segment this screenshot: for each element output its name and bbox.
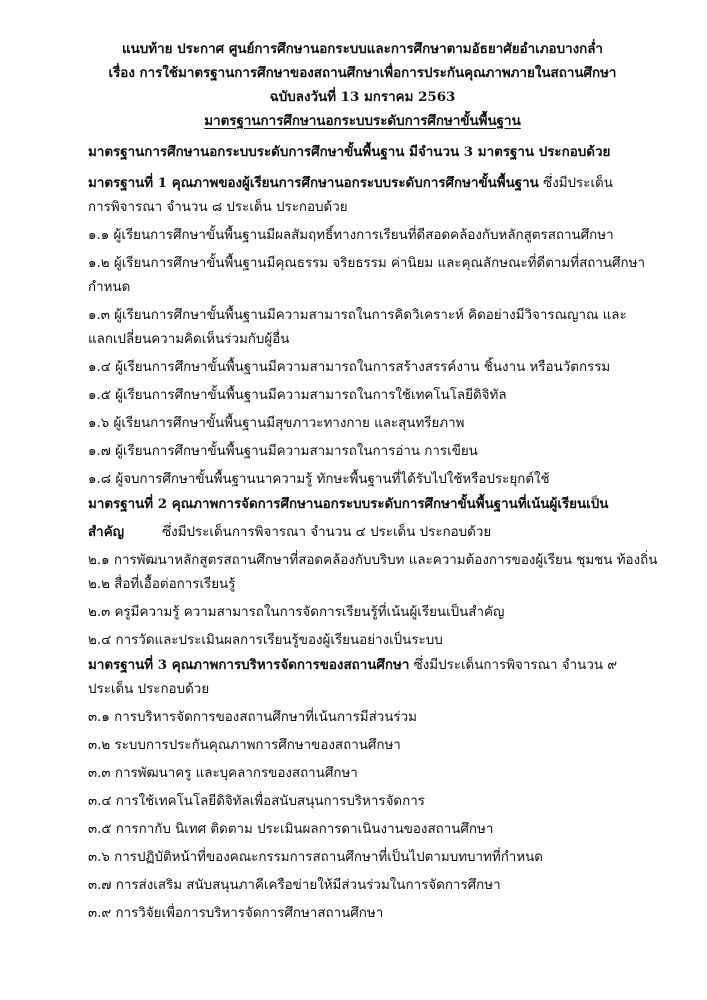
item-text: การพัฒนาครู และบุคลากรของสถานศึกษา	[110, 766, 358, 781]
item-number: ๑.๒	[88, 256, 110, 271]
item-number: ๓.๒	[88, 738, 111, 753]
item-number: ๑.๑	[88, 228, 110, 243]
item-text: การวัดและประเมินผลการเรียนรู้ของผู้เรียนอย่างเป็นระบบ	[111, 633, 443, 648]
item-text: การปฏิบัติหน้าที่ของคณะกรรมการสถานศึกษาที่เป็นไปตามบทบาทที่กำหนด	[109, 850, 543, 865]
list-item	[88, 549, 658, 573]
item-text: ผู้เรียนการศึกษาขั้นพื้นฐานมีคุณธรรม จริยธรรม ค่านิยม และคุณลักษณะที่ดีตามที่สถานศึกษา	[109, 256, 645, 271]
standard-1-desc: ซึ่งมีประเด็น	[538, 176, 613, 191]
standard-1-title: มาตรฐานที่ 1 คุณภาพของผู้เรียนการศึกษานอกระบบระดับการศึกษาขั้นพื้นฐาน	[88, 175, 539, 191]
item-text: ผู้เรียนการศึกษาขั้นพื้นฐานมีความสามารถในการใช้เทคโนโลยีดิจิทัล	[110, 388, 507, 403]
item-text: สื่อที่เอื้อต่อการเรียนรู้	[109, 577, 236, 592]
list-item	[88, 252, 645, 276]
item-number: ๒.๒	[88, 577, 110, 592]
standard-2-title: มาตรฐานที่ 2 คุณภาพการจัดการศึกษานอกระบบระดับการศึกษาขั้นพื้นฐานที่เน้นผู้เรียนเป็น	[88, 496, 609, 512]
item-number: ๑.๘	[88, 472, 112, 487]
item-number: ๓.๕	[88, 822, 112, 837]
item-text: การส่งเสริม สนับสนุนภาคีเครือข่ายให้มีส่วนร่วมในการจัดการศึกษา	[111, 878, 501, 893]
item-number: ๓.๓	[88, 766, 111, 781]
item-text: ผู้เรียนการศึกษาขั้นพื้นฐานมีความสามารถในการอ่าน การเขียน	[110, 444, 478, 459]
list-item	[88, 224, 637, 248]
item-number: ๑.๖	[88, 416, 110, 431]
list-item	[88, 629, 637, 653]
list-item	[88, 384, 637, 408]
standard-1-desc-cont: การพิจารณา จำนวน ๘ ประเด็น ประกอบด้วย	[88, 200, 348, 215]
item-text: ผู้เรียนการศึกษาขั้นพื้นฐานมีความสามารถในการสร้างสรรค์งาน ชิ้นงาน หรือนวัตกรรม	[110, 360, 611, 375]
item-text: ผู้เรียนการศึกษาขั้นพื้นฐานมีความสามารถในการคิดวิเคราะห์ คิดอย่างมีวิจารณญาณ และ	[109, 308, 627, 323]
list-item	[88, 356, 637, 380]
item-text: ระบบการประกันคุณภาพการศึกษาของสถานศึกษา	[110, 738, 401, 753]
list-item	[88, 762, 637, 786]
item-text: การใช้เทคโนโลยีดิจิทัลเพื่อสนับสนุนการบริหารจัดการ	[111, 794, 425, 809]
item-text: ครูมีความรู้ ความสามารถในการจัดการเรียนรู้ที่เน้นผู้เรียนเป็นสำคัญ	[110, 605, 505, 620]
item-text: การพัฒนาหลักสูตรสถานศึกษาที่สอดคล้องกับบริบท และความต้องการของผู้เรียน ชุมชน ท้องถิ่น	[109, 553, 658, 568]
standard-3-desc: ซึ่งมีประเด็นการพิจารณา จำนวน ๙	[409, 658, 618, 673]
list-item	[88, 706, 637, 730]
standard-2-title-cont: สำคัญ	[88, 524, 125, 540]
item-number: ๓.๔	[88, 794, 112, 809]
list-item	[88, 790, 637, 814]
header-line-2: เรื่อง การใช้มาตรฐานการศึกษาของสถานศึกษาเพื่อการประกันคุณภาพภายในสถานศึกษา	[108, 65, 617, 81]
item-number: ๑.๕	[88, 388, 111, 403]
list-item	[88, 440, 637, 464]
list-item	[88, 601, 637, 625]
item-text: ผู้จบการศึกษาขั้นพื้นฐานนาความรู้ ทักษะพื้นฐานที่ได้รับไปใช้หรือประยุกต์ใช้	[111, 472, 550, 487]
standard-2-desc: ซึ่งมีประเด็นการพิจารณา จำนวน ๔ ประเด็น ประกอบด้วย	[162, 525, 492, 540]
item-number: ๑.๓	[88, 308, 110, 323]
item-number: ๓.๗	[88, 878, 112, 893]
standard-3-desc-cont: ประเด็น ประกอบด้วย	[88, 682, 210, 697]
list-item	[88, 818, 637, 842]
standard-1-heading	[88, 171, 637, 196]
list-item-continuation: กำหนด	[88, 280, 131, 295]
item-text: ผู้เรียนการศึกษาขั้นพื้นฐานมีผลสัมฤทธิ์ทางการเรียนที่ดีสอดคล้องกับหลักสูตรสถานศึกษา	[109, 228, 614, 243]
list-item-continuation: แลกเปลี่ยนความคิดเห็นร่วมกับผู้อื่น	[88, 332, 290, 347]
item-text: ผู้เรียนการศึกษาขั้นพื้นฐานมีสุขภาวะทางกาย และสุนทรียภาพ	[109, 416, 465, 431]
item-number: ๒.๔	[88, 633, 112, 648]
list-item	[88, 902, 637, 926]
item-text: การกากับ นิเทศ ติดตาม ประเมินผลการดาเนินงานของสถานศึกษา	[111, 822, 494, 837]
list-item	[88, 734, 637, 758]
section-title: มาตรฐานการศึกษานอกระบบระดับการศึกษาขั้นพื้นฐาน	[204, 113, 521, 129]
document-header	[88, 37, 637, 133]
item-text: การบริหารจัดการของสถานศึกษาที่เน้นการมีส่วนร่วม	[109, 710, 417, 725]
list-item	[88, 304, 637, 328]
item-number: ๓.๙	[88, 906, 112, 921]
header-line-1: แนบท้าย ประกาศ ศูนย์การศึกษานอกระบบและการศึกษาตามอัธยาศัยอำเภอบางกล่ำ	[122, 41, 603, 57]
intro-text: มาตรฐานการศึกษานอกระบบระดับการศึกษาขั้นพื้นฐาน มีจำนวน 3 มาตรฐาน ประกอบด้วย	[88, 144, 611, 160]
item-number: ๑.๔	[88, 360, 111, 375]
list-item	[88, 846, 637, 870]
list-item	[88, 468, 637, 492]
list-item	[88, 874, 637, 898]
list-item	[88, 412, 637, 436]
item-number: ๒.๑	[88, 553, 110, 568]
item-number: ๑.๗	[88, 444, 111, 459]
item-number: ๓.๑	[88, 710, 110, 725]
standard-3-heading	[88, 653, 637, 678]
list-item	[88, 573, 637, 597]
item-number: ๒.๓	[88, 605, 111, 620]
item-number: ๓.๖	[88, 850, 110, 865]
standard-2-heading-cont	[88, 520, 637, 545]
standard-3-title: มาตรฐานที่ 3 คุณภาพการบริหารจัดการของสถานศึกษา	[88, 657, 410, 673]
item-text: การวิจัยเพื่อการบริหารจัดการศึกษาสถานศึกษา	[111, 906, 384, 921]
header-date: ฉบับลงวันที่ 13 มกราคม 2563	[269, 89, 456, 105]
